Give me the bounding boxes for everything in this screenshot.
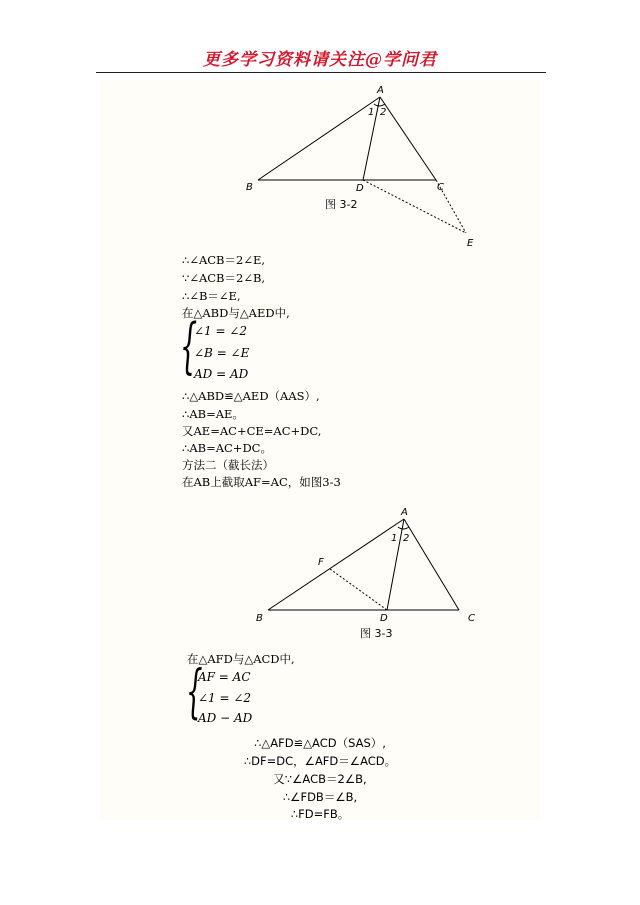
proof-line: 方法二（截长法） — [182, 458, 274, 472]
label-f: F — [318, 557, 324, 568]
segment-fd-dashed — [330, 569, 387, 610]
proof-line: 在△AFD与△ACD中, — [187, 652, 295, 666]
label-a: A — [401, 507, 408, 518]
equation-row: ∠1 = ∠2 — [194, 324, 248, 338]
label-2: 2 — [380, 107, 387, 118]
figure-caption: 图 3-2 — [325, 198, 358, 211]
equation-row: ∠B = ∠E — [194, 346, 250, 360]
proof-line: ∴FD=FB。 — [290, 807, 350, 821]
equation-row: AD = AD — [194, 367, 249, 381]
label-c: C — [468, 613, 475, 624]
proof-line: 又∵∠ACB＝2∠B, — [273, 772, 367, 786]
segment-ac — [404, 519, 459, 610]
angle-arc — [398, 527, 409, 529]
proof-line: 在△ABD与△AED中, — [182, 306, 290, 320]
label-b: B — [246, 182, 253, 193]
proof-line: ∴AB=AC+DC。 — [182, 441, 272, 455]
equation-row: ∠1 = ∠2 — [198, 691, 252, 705]
label-2: 2 — [403, 533, 410, 544]
label-c: C — [437, 182, 444, 193]
proof-line: ∴∠B＝∠E, — [182, 289, 241, 303]
label-b: B — [256, 613, 263, 624]
label-e: E — [467, 238, 474, 249]
label-d: D — [380, 613, 388, 624]
proof-line: ∴△AFD≌△ACD（SAS）, — [254, 736, 386, 750]
proof-line: 又AE=AC+CE=AC+DC, — [182, 424, 322, 438]
equation-row: AD − AD — [198, 711, 253, 725]
proof-line: 在AB上截取AF=AC，如图3-3 — [182, 475, 341, 489]
proof-line: ∴∠FDB＝∠B, — [282, 790, 358, 804]
proof-line: ∴△ABD≌△AED（AAS）, — [182, 389, 320, 403]
proof-line: ∴AB=AE。 — [182, 407, 244, 421]
label-d: D — [356, 183, 364, 194]
proof-line: ∴DF=DC，∠AFD＝∠ACD。 — [243, 754, 397, 768]
proof-line: ∴∠ACB＝2∠E, — [182, 253, 266, 267]
left-brace: { — [180, 311, 198, 381]
proof-line: ∵∠ACB＝2∠B, — [182, 271, 266, 285]
left-brace: { — [186, 657, 203, 725]
figure-caption: 图 3-3 — [360, 627, 393, 640]
header-title: 更多学习资料请关注@学问君 — [203, 50, 437, 70]
label-1: 1 — [391, 533, 398, 544]
label-1: 1 — [368, 107, 375, 118]
equation-row: AF = AC — [198, 670, 251, 684]
segment-ab — [268, 519, 404, 610]
label-a: A — [377, 85, 384, 96]
